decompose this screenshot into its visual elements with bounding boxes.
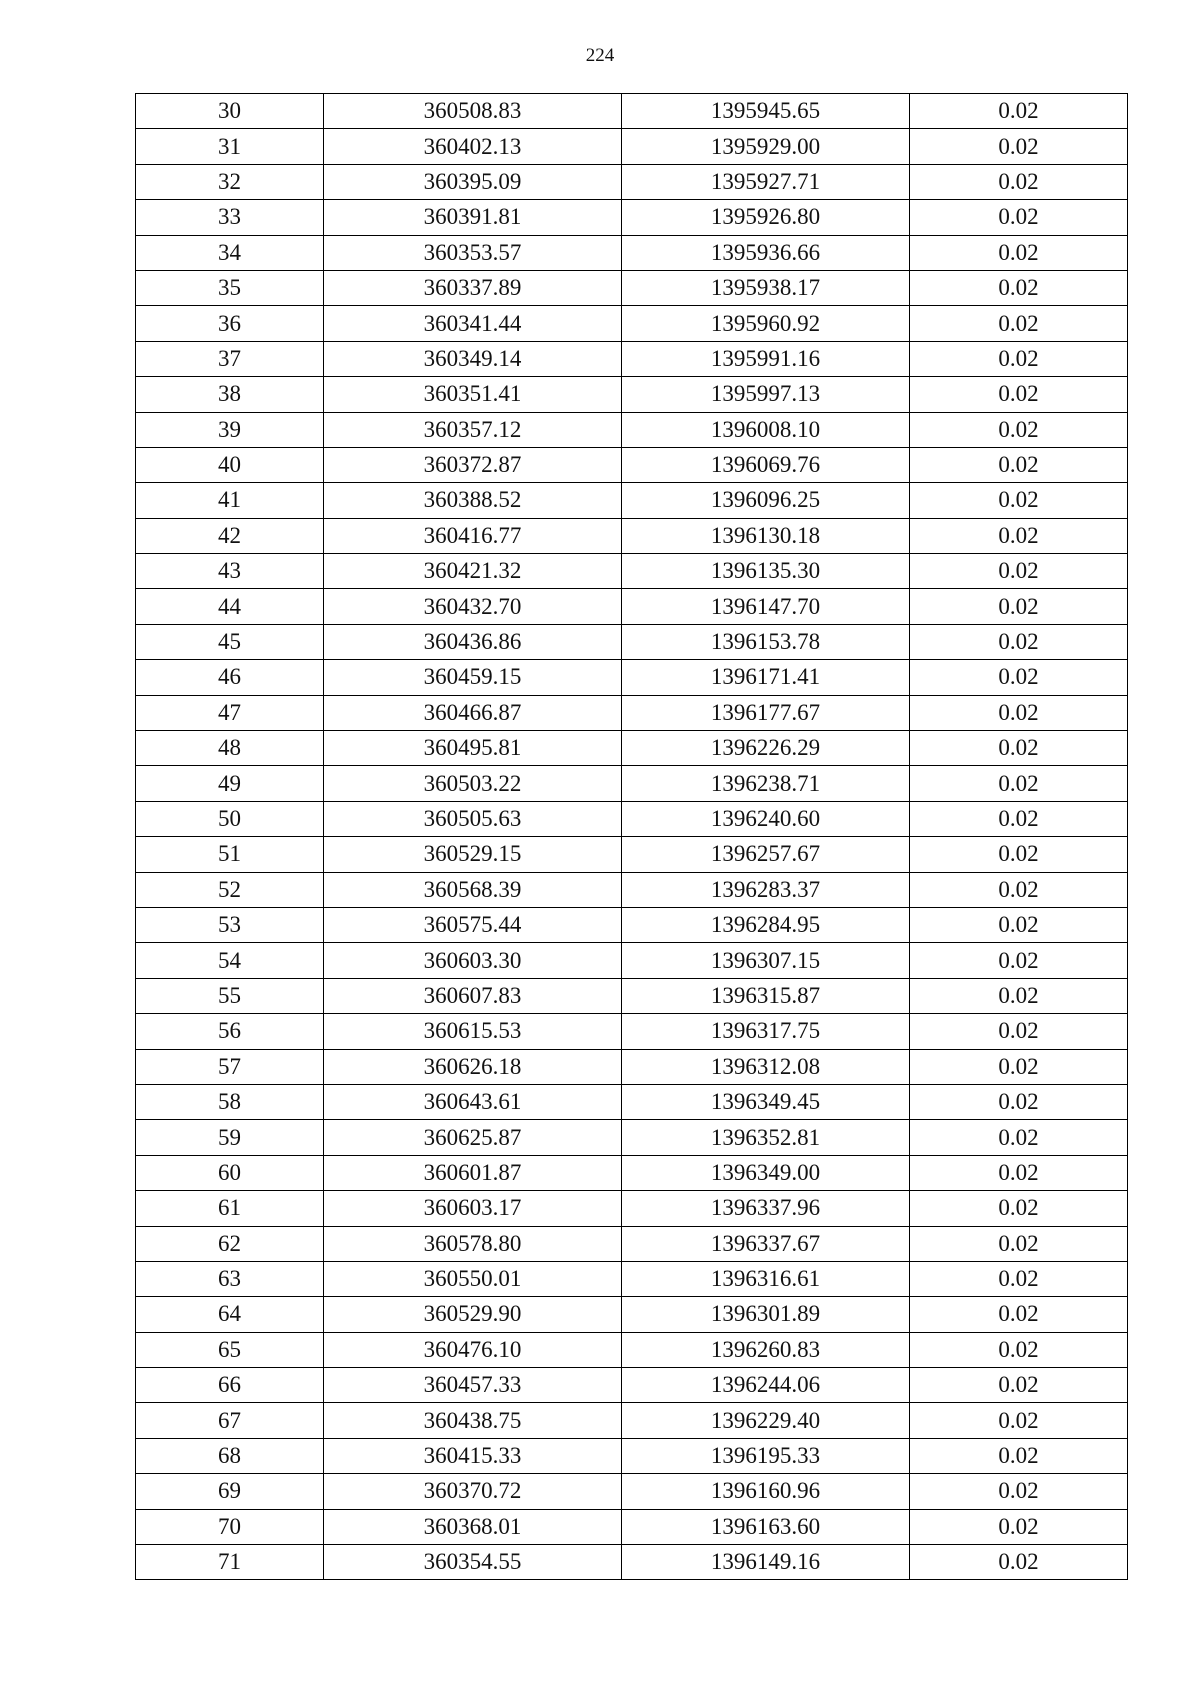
y-coordinate-cell: 1395938.17: [622, 270, 910, 305]
value-cell: 0.02: [910, 164, 1128, 199]
table-row: [136, 1403, 1128, 1438]
table-row: [136, 1545, 1128, 1580]
table-row: [136, 837, 1128, 872]
y-coordinate-cell: 1396284.95: [622, 907, 910, 942]
point-number-cell: 56: [136, 1014, 324, 1049]
table-row: [136, 341, 1128, 376]
table-row: [136, 1261, 1128, 1296]
x-coordinate-cell: 360388.52: [324, 483, 622, 518]
value-cell: 0.02: [910, 1261, 1128, 1296]
table-row: [136, 483, 1128, 518]
x-coordinate-cell: 360372.87: [324, 447, 622, 482]
value-cell: 0.02: [910, 1368, 1128, 1403]
value-cell: 0.02: [910, 1297, 1128, 1332]
value-cell: 0.02: [910, 1049, 1128, 1084]
y-coordinate-cell: 1396257.67: [622, 837, 910, 872]
table-row: [136, 1014, 1128, 1049]
y-coordinate-cell: 1396195.33: [622, 1438, 910, 1473]
table-row: [136, 731, 1128, 766]
value-cell: 0.02: [910, 978, 1128, 1013]
value-cell: 0.02: [910, 731, 1128, 766]
value-cell: 0.02: [910, 695, 1128, 730]
point-number-cell: 57: [136, 1049, 324, 1084]
table-row: [136, 235, 1128, 270]
value-cell: 0.02: [910, 589, 1128, 624]
table-row: [136, 1191, 1128, 1226]
table-row: [136, 1509, 1128, 1544]
x-coordinate-cell: 360416.77: [324, 518, 622, 553]
table-row: [136, 801, 1128, 836]
y-coordinate-cell: 1396349.45: [622, 1084, 910, 1119]
y-coordinate-cell: 1396226.29: [622, 731, 910, 766]
x-coordinate-cell: 360529.15: [324, 837, 622, 872]
y-coordinate-cell: 1396160.96: [622, 1474, 910, 1509]
value-cell: 0.02: [910, 94, 1128, 129]
y-coordinate-cell: 1396171.41: [622, 660, 910, 695]
table-row: [136, 1226, 1128, 1261]
point-number-cell: 50: [136, 801, 324, 836]
point-number-cell: 63: [136, 1261, 324, 1296]
table-row: [136, 518, 1128, 553]
value-cell: 0.02: [910, 341, 1128, 376]
point-number-cell: 49: [136, 766, 324, 801]
point-number-cell: 70: [136, 1509, 324, 1544]
x-coordinate-cell: 360351.41: [324, 377, 622, 412]
value-cell: 0.02: [910, 1120, 1128, 1155]
y-coordinate-cell: 1396238.71: [622, 766, 910, 801]
point-number-cell: 55: [136, 978, 324, 1013]
value-cell: 0.02: [910, 837, 1128, 872]
table-row: [136, 1155, 1128, 1190]
y-coordinate-cell: 1395997.13: [622, 377, 910, 412]
y-coordinate-cell: 1396135.30: [622, 554, 910, 589]
x-coordinate-cell: 360615.53: [324, 1014, 622, 1049]
y-coordinate-cell: 1395991.16: [622, 341, 910, 376]
point-number-cell: 62: [136, 1226, 324, 1261]
table-row: [136, 94, 1128, 129]
point-number-cell: 60: [136, 1155, 324, 1190]
y-coordinate-cell: 1395960.92: [622, 306, 910, 341]
y-coordinate-cell: 1396149.16: [622, 1545, 910, 1580]
y-coordinate-cell: 1396240.60: [622, 801, 910, 836]
table-row: [136, 306, 1128, 341]
value-cell: 0.02: [910, 1474, 1128, 1509]
point-number-cell: 53: [136, 907, 324, 942]
y-coordinate-cell: 1396301.89: [622, 1297, 910, 1332]
table-row: [136, 447, 1128, 482]
x-coordinate-cell: 360341.44: [324, 306, 622, 341]
y-coordinate-cell: 1396069.76: [622, 447, 910, 482]
point-number-cell: 44: [136, 589, 324, 624]
x-coordinate-cell: 360337.89: [324, 270, 622, 305]
x-coordinate-cell: 360438.75: [324, 1403, 622, 1438]
point-number-cell: 65: [136, 1332, 324, 1367]
table-row: [136, 1084, 1128, 1119]
y-coordinate-cell: 1396337.96: [622, 1191, 910, 1226]
y-coordinate-cell: 1396349.00: [622, 1155, 910, 1190]
table-row: [136, 164, 1128, 199]
point-number-cell: 71: [136, 1545, 324, 1580]
y-coordinate-cell: 1396317.75: [622, 1014, 910, 1049]
x-coordinate-cell: 360568.39: [324, 872, 622, 907]
point-number-cell: 45: [136, 624, 324, 659]
value-cell: 0.02: [910, 1155, 1128, 1190]
x-coordinate-cell: 360402.13: [324, 129, 622, 164]
value-cell: 0.02: [910, 447, 1128, 482]
value-cell: 0.02: [910, 907, 1128, 942]
value-cell: 0.02: [910, 624, 1128, 659]
point-number-cell: 36: [136, 306, 324, 341]
x-coordinate-cell: 360505.63: [324, 801, 622, 836]
table-row: [136, 660, 1128, 695]
table-row: [136, 907, 1128, 942]
y-coordinate-cell: 1395936.66: [622, 235, 910, 270]
value-cell: 0.02: [910, 1014, 1128, 1049]
value-cell: 0.02: [910, 235, 1128, 270]
x-coordinate-cell: 360370.72: [324, 1474, 622, 1509]
table-row: [136, 1049, 1128, 1084]
y-coordinate-cell: 1396316.61: [622, 1261, 910, 1296]
y-coordinate-cell: 1396177.67: [622, 695, 910, 730]
x-coordinate-cell: 360643.61: [324, 1084, 622, 1119]
x-coordinate-cell: 360503.22: [324, 766, 622, 801]
y-coordinate-cell: 1396147.70: [622, 589, 910, 624]
x-coordinate-cell: 360421.32: [324, 554, 622, 589]
y-coordinate-cell: 1396260.83: [622, 1332, 910, 1367]
coordinates-table-body: [136, 94, 1128, 1580]
point-number-cell: 52: [136, 872, 324, 907]
y-coordinate-cell: 1395927.71: [622, 164, 910, 199]
x-coordinate-cell: 360395.09: [324, 164, 622, 199]
y-coordinate-cell: 1396352.81: [622, 1120, 910, 1155]
x-coordinate-cell: 360550.01: [324, 1261, 622, 1296]
point-number-cell: 38: [136, 377, 324, 412]
value-cell: 0.02: [910, 518, 1128, 553]
y-coordinate-cell: 1396153.78: [622, 624, 910, 659]
table-row: [136, 695, 1128, 730]
point-number-cell: 51: [136, 837, 324, 872]
point-number-cell: 59: [136, 1120, 324, 1155]
value-cell: 0.02: [910, 766, 1128, 801]
point-number-cell: 48: [136, 731, 324, 766]
value-cell: 0.02: [910, 943, 1128, 978]
x-coordinate-cell: 360607.83: [324, 978, 622, 1013]
table-row: [136, 1438, 1128, 1473]
value-cell: 0.02: [910, 872, 1128, 907]
point-number-cell: 40: [136, 447, 324, 482]
x-coordinate-cell: 360625.87: [324, 1120, 622, 1155]
y-coordinate-cell: 1396312.08: [622, 1049, 910, 1084]
x-coordinate-cell: 360603.17: [324, 1191, 622, 1226]
value-cell: 0.02: [910, 483, 1128, 518]
point-number-cell: 43: [136, 554, 324, 589]
y-coordinate-cell: 1396307.15: [622, 943, 910, 978]
x-coordinate-cell: 360575.44: [324, 907, 622, 942]
y-coordinate-cell: 1396229.40: [622, 1403, 910, 1438]
value-cell: 0.02: [910, 1226, 1128, 1261]
x-coordinate-cell: 360368.01: [324, 1509, 622, 1544]
x-coordinate-cell: 360626.18: [324, 1049, 622, 1084]
table-row: [136, 872, 1128, 907]
x-coordinate-cell: 360476.10: [324, 1332, 622, 1367]
y-coordinate-cell: 1396008.10: [622, 412, 910, 447]
table-row: [136, 270, 1128, 305]
x-coordinate-cell: 360432.70: [324, 589, 622, 624]
point-number-cell: 69: [136, 1474, 324, 1509]
y-coordinate-cell: 1396244.06: [622, 1368, 910, 1403]
value-cell: 0.02: [910, 801, 1128, 836]
x-coordinate-cell: 360357.12: [324, 412, 622, 447]
point-number-cell: 66: [136, 1368, 324, 1403]
value-cell: 0.02: [910, 554, 1128, 589]
y-coordinate-cell: 1396096.25: [622, 483, 910, 518]
point-number-cell: 35: [136, 270, 324, 305]
x-coordinate-cell: 360391.81: [324, 200, 622, 235]
x-coordinate-cell: 360349.14: [324, 341, 622, 376]
x-coordinate-cell: 360436.86: [324, 624, 622, 659]
table-row: [136, 554, 1128, 589]
value-cell: 0.02: [910, 660, 1128, 695]
table-row: [136, 412, 1128, 447]
x-coordinate-cell: 360353.57: [324, 235, 622, 270]
table-row: [136, 1368, 1128, 1403]
table-row: [136, 1120, 1128, 1155]
point-number-cell: 37: [136, 341, 324, 376]
point-number-cell: 68: [136, 1438, 324, 1473]
point-number-cell: 58: [136, 1084, 324, 1119]
table-row: [136, 200, 1128, 235]
point-number-cell: 39: [136, 412, 324, 447]
x-coordinate-cell: 360601.87: [324, 1155, 622, 1190]
value-cell: 0.02: [910, 1438, 1128, 1473]
x-coordinate-cell: 360603.30: [324, 943, 622, 978]
y-coordinate-cell: 1395926.80: [622, 200, 910, 235]
point-number-cell: 32: [136, 164, 324, 199]
value-cell: 0.02: [910, 1084, 1128, 1119]
y-coordinate-cell: 1396130.18: [622, 518, 910, 553]
x-coordinate-cell: 360466.87: [324, 695, 622, 730]
y-coordinate-cell: 1396283.37: [622, 872, 910, 907]
value-cell: 0.02: [910, 1545, 1128, 1580]
x-coordinate-cell: 360457.33: [324, 1368, 622, 1403]
table-row: [136, 129, 1128, 164]
value-cell: 0.02: [910, 1191, 1128, 1226]
y-coordinate-cell: 1395929.00: [622, 129, 910, 164]
table-row: [136, 377, 1128, 412]
table-row: [136, 589, 1128, 624]
x-coordinate-cell: 360354.55: [324, 1545, 622, 1580]
x-coordinate-cell: 360495.81: [324, 731, 622, 766]
value-cell: 0.02: [910, 306, 1128, 341]
value-cell: 0.02: [910, 1332, 1128, 1367]
point-number-cell: 34: [136, 235, 324, 270]
x-coordinate-cell: 360529.90: [324, 1297, 622, 1332]
value-cell: 0.02: [910, 1403, 1128, 1438]
point-number-cell: 47: [136, 695, 324, 730]
point-number-cell: 30: [136, 94, 324, 129]
value-cell: 0.02: [910, 270, 1128, 305]
table-row: [136, 943, 1128, 978]
value-cell: 0.02: [910, 377, 1128, 412]
table-row: [136, 1297, 1128, 1332]
value-cell: 0.02: [910, 200, 1128, 235]
point-number-cell: 42: [136, 518, 324, 553]
table-row: [136, 624, 1128, 659]
y-coordinate-cell: 1395945.65: [622, 94, 910, 129]
point-number-cell: 64: [136, 1297, 324, 1332]
point-number-cell: 54: [136, 943, 324, 978]
value-cell: 0.02: [910, 129, 1128, 164]
y-coordinate-cell: 1396163.60: [622, 1509, 910, 1544]
table-row: [136, 1332, 1128, 1367]
value-cell: 0.02: [910, 1509, 1128, 1544]
x-coordinate-cell: 360459.15: [324, 660, 622, 695]
y-coordinate-cell: 1396315.87: [622, 978, 910, 1013]
table-row: [136, 978, 1128, 1013]
point-number-cell: 61: [136, 1191, 324, 1226]
page-number: 224: [585, 45, 615, 66]
y-coordinate-cell: 1396337.67: [622, 1226, 910, 1261]
coordinates-table: [135, 93, 1128, 1580]
point-number-cell: 41: [136, 483, 324, 518]
point-number-cell: 33: [136, 200, 324, 235]
x-coordinate-cell: 360578.80: [324, 1226, 622, 1261]
value-cell: 0.02: [910, 412, 1128, 447]
x-coordinate-cell: 360415.33: [324, 1438, 622, 1473]
point-number-cell: 31: [136, 129, 324, 164]
point-number-cell: 46: [136, 660, 324, 695]
table-row: [136, 1474, 1128, 1509]
x-coordinate-cell: 360508.83: [324, 94, 622, 129]
point-number-cell: 67: [136, 1403, 324, 1438]
table-row: [136, 766, 1128, 801]
